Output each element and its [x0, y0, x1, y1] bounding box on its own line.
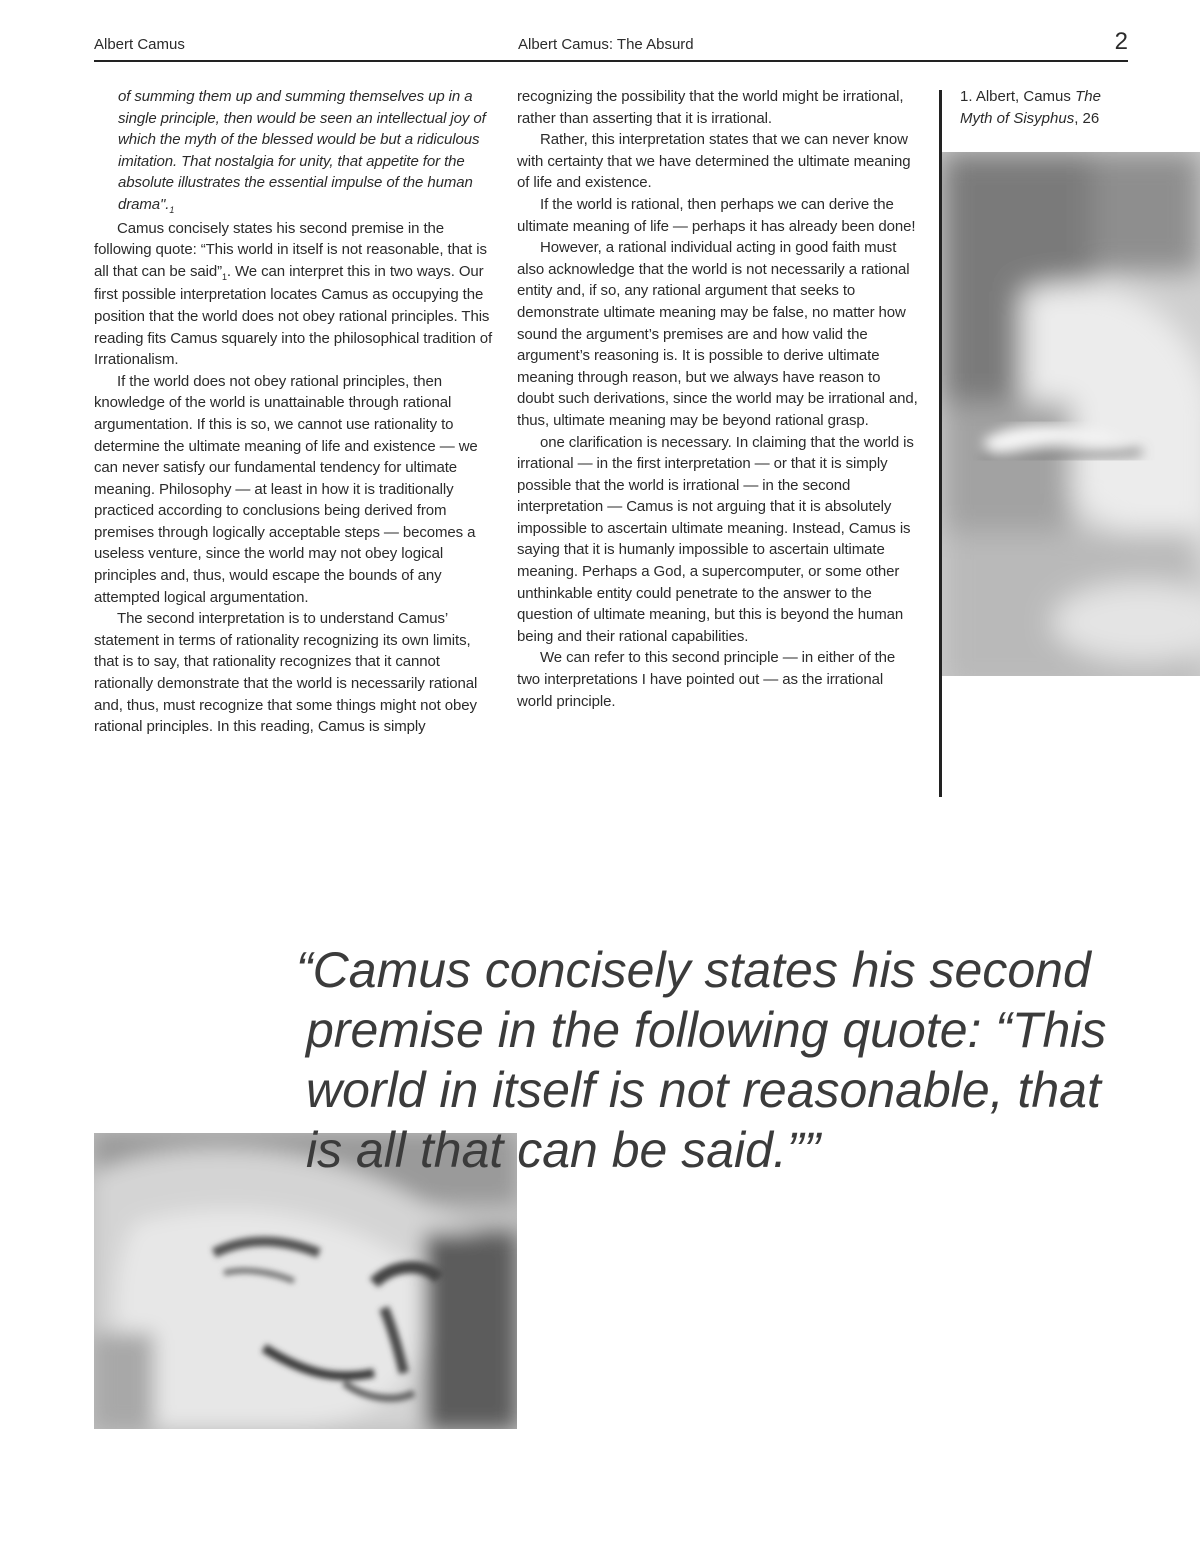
footnote-marker: 1 — [221, 271, 227, 282]
paragraph: one clarification is necessary. In claiming that the world is irrational — in the first interpretation — or that it is simply possible that the world is irrational — in the second interpretation — Camus is not arguing that it is absolutely impossible to ascertain ultimate meaning. Instead, Camus is saying that it is humanly impossible to ascertain ultimate meaning. Perhaps a God, a supercomputer, or some other unthinkable entity could penetrate to the answer to the question of ultimate meaning, but this is beyond the human being and their rational capabilities. — [517, 433, 914, 645]
text-column-2 — [517, 86, 919, 712]
paragraph: If the world is rational, then perhaps we can derive the ultimate meaning of life — perhaps it has already been done! — [517, 195, 916, 235]
paragraph: The second interpretation is to understand Camus’ statement in terms of rationality recognizing its own limits, that is to say, that rationality recognizes that it cannot rationally demonstrate that the world is necessarily rational and, thus, must recognize that some things might not obey rational principles. In this reading, Camus is simply — [94, 610, 478, 736]
pull-quote-line: is all that can be said.”” — [306, 1122, 821, 1178]
block-quote: of summing them up and summing themselves up in a single principle, then would be seen an intellectual joy of which the myth of the blessed would be but a ridiculous imitation. That nostalgia for unity, that appetite for the absolute illustrates the essential impulse of the human $drama"._1$ — [118, 88, 486, 215]
pull-quote-line: “Camus concisely states his second — [296, 942, 1091, 998]
paragraph: We can refer to this second principle — in either of the two interpretations I have pointed out — as the irrational world principle. — [517, 649, 896, 710]
pull-quote-line: world in itself is not reasonable, that — [306, 1062, 1101, 1118]
paragraph: If the world does not obey rational principles, then knowledge of the world is unattainable through rational argumentation. If this is so, we cannot use rationality to determine the ultimate meaning of life and existence — we can never satisfy our fundamental tendency for ultimate meaning. Philosophy — at least in how it is traditionally practiced according to conclusions being derived from premises through logically acceptable steps — becomes a useless venture, since the world may not obey logical principles and, thus, would escape the bounds of any attempted logical argumentation. — [94, 372, 478, 606]
book-title: The Myth of Sisyphus — [960, 88, 1101, 127]
paragraph: Camus concisely states his second premise in the following quote: “This world in itself is not reasonable, that is all that can be $said”_1$. We can interpret this in two ways. Our first possible interpretation locates Camus as occupying the position that the world does not obey rational principles. This reading fits Camus squarely into the philosophical tradition of Irrationalism. — [94, 219, 493, 369]
text-column-1 — [94, 86, 494, 738]
page-number: 2 — [1114, 28, 1128, 55]
portrait-photo-crop — [942, 152, 1200, 676]
portrait-photo-image — [942, 152, 1200, 676]
paragraph: However, a rational individual acting in good faith must also acknowledge that the world is not necessarily a rational entity and, if so, any rational argument that seeks to demonstrate ultimate meaning may be false, no matter how sound the argument’s premises are and how valid the argument’s reasoning is. It is possible to derive ultimate meaning through reason, but we always have reason to doubt such derivations, since the world may be irrational and, thus, ultimate meaning may be beyond rational grasp. — [517, 239, 918, 429]
paragraph: recognizing the possibility that the world might be irrational, rather than asserting that it is irrational. — [517, 88, 904, 127]
footnote-marker: 1 — [169, 204, 175, 215]
pull-quote — [296, 940, 1156, 1180]
paragraph: Rather, this interpretation states that we can never know with certainty that we have determined the ultimate meaning of life and existence. — [517, 131, 911, 192]
page-header — [94, 30, 1128, 62]
header-title: Albert Camus: The Absurd — [518, 36, 694, 53]
pull-quote-line: premise in the following quote: “This — [306, 1002, 1107, 1058]
footnote-citation: 1. Albert, Camus The Myth of Sisyphus, 26 — [960, 88, 1101, 127]
header-author: Albert Camus — [94, 36, 185, 53]
